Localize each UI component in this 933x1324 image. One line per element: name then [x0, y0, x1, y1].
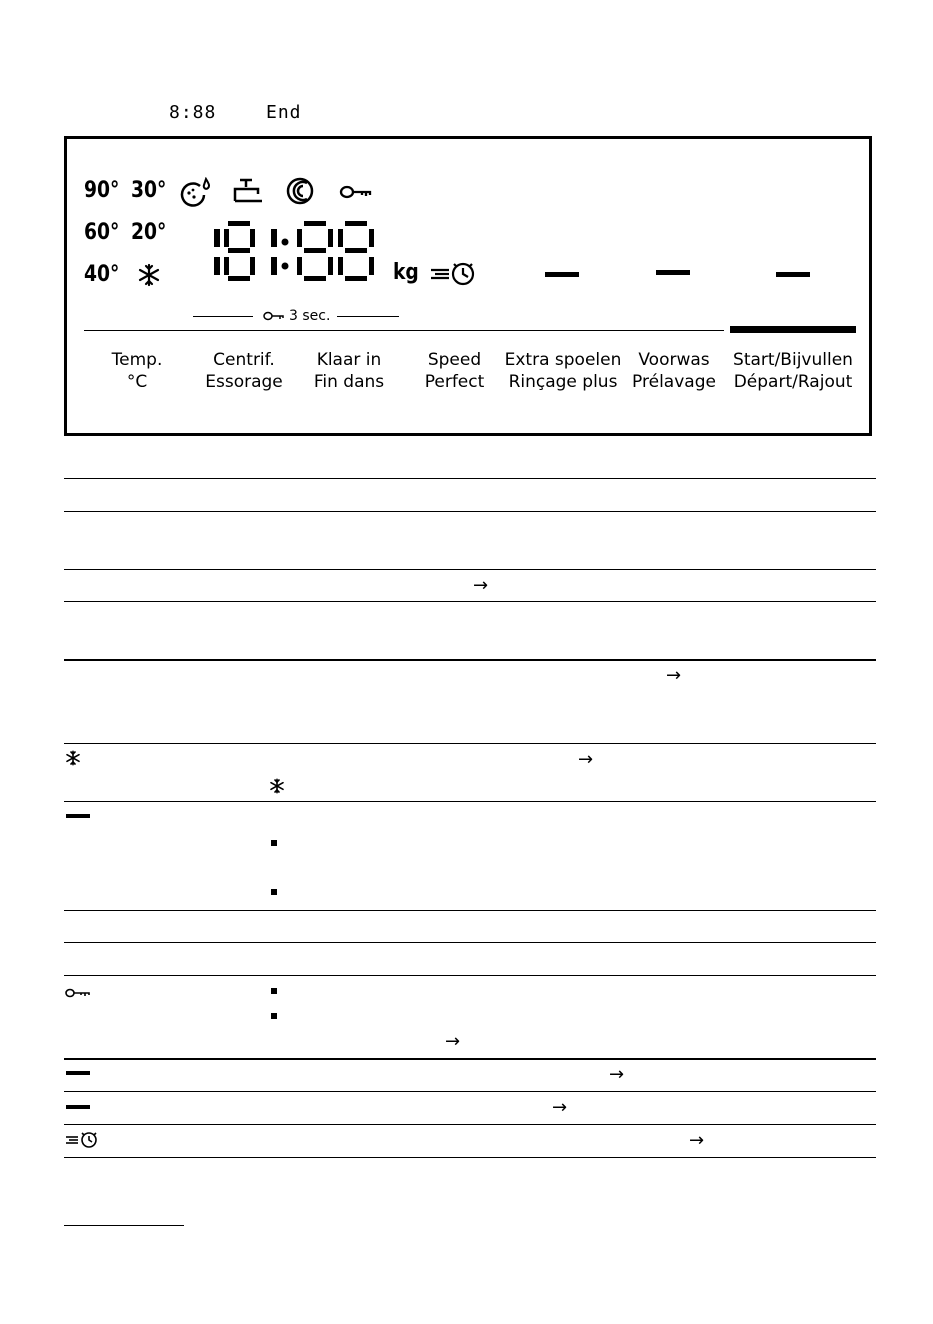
lock-line-left: [193, 316, 253, 317]
bullet: [271, 1013, 277, 1019]
time-readout: 8:88: [169, 102, 217, 123]
table-rule: [64, 478, 876, 479]
snowflake-icon: [65, 750, 81, 766]
arrow-glyph: →: [689, 1130, 705, 1151]
stain-icon: [180, 177, 214, 207]
table-rule: [64, 801, 876, 802]
bullet: [271, 889, 277, 895]
spin-button-sublabel: Essorage: [205, 372, 283, 392]
speed-timer-icon: [64, 1130, 102, 1148]
table-rule: [64, 743, 876, 744]
spin-button-label: Centrif.: [213, 350, 275, 370]
extra-rinse-button-sublabel: Rinçage plus: [508, 372, 618, 392]
snowflake-icon: [137, 263, 161, 287]
arrow-glyph: →: [609, 1064, 625, 1085]
table-rule: [64, 910, 876, 911]
temp-20: 20°: [131, 220, 167, 245]
arrow-glyph: →: [473, 575, 489, 596]
indicator-dash-icon: [66, 1071, 90, 1075]
temp-40: 40°: [84, 262, 120, 287]
lock-duration-text: 3 sec.: [289, 308, 331, 324]
lock-line-right: [337, 316, 399, 317]
table-rule: [64, 1058, 876, 1060]
temp-90: 90°: [84, 178, 120, 203]
snowflake-icon: [269, 778, 285, 794]
extra-rinse-indicator: [545, 272, 579, 277]
start-button-sublabel: Départ/Rajout: [733, 372, 853, 392]
start-button[interactable]: [724, 349, 862, 393]
indicator-dash-icon: [66, 814, 90, 818]
extra-rinse-button-label: Extra spoelen: [504, 350, 622, 370]
finish-in-button-label: Klaar in: [316, 350, 382, 370]
table-rule: [64, 942, 876, 943]
indicator-dash-icon: [66, 1105, 90, 1109]
extra-rinse-button[interactable]: [503, 349, 623, 393]
rinse-hold-icon: [285, 175, 319, 207]
table-rule: [64, 659, 876, 661]
speed-perfect-button-label: Speed: [427, 350, 482, 370]
prewash-button-sublabel: Prélavage: [632, 372, 716, 392]
table-rule: [64, 1124, 876, 1125]
table-rule: [64, 569, 876, 570]
footnote-rule: [64, 1225, 184, 1226]
finish-in-button[interactable]: [299, 349, 399, 393]
kg-label: kg: [393, 260, 419, 285]
arrow-glyph: →: [666, 665, 682, 686]
table-rule: [64, 1091, 876, 1092]
key-icon: [65, 987, 91, 999]
table-rule: [64, 601, 876, 602]
end-readout: End: [266, 102, 302, 123]
big-seven-segment-display: [210, 219, 385, 283]
speed-timer-icon: [429, 259, 481, 287]
bullet: [271, 840, 277, 846]
temp-button[interactable]: [92, 349, 182, 393]
control-panel: [64, 136, 872, 436]
speed-perfect-button-sublabel: Perfect: [424, 372, 485, 392]
prewash-button-label: Voorwas: [638, 350, 710, 370]
arrow-glyph: →: [552, 1097, 568, 1118]
key-icon: [263, 310, 285, 322]
table-rule: [64, 975, 876, 976]
arrow-glyph: →: [578, 749, 594, 770]
temp-button-label: Temp.: [111, 350, 163, 370]
table-rule: [64, 511, 876, 512]
start-indicator: [776, 272, 810, 277]
start-button-label: Start/Bijvullen: [733, 350, 853, 370]
table-rule: [64, 1157, 876, 1158]
temp-60: 60°: [84, 220, 120, 245]
prewash-button[interactable]: [624, 349, 724, 393]
arrow-glyph: →: [445, 1031, 461, 1052]
speed-perfect-button[interactable]: [407, 349, 502, 393]
finish-in-button-sublabel: Fin dans: [313, 372, 385, 392]
temp-button-sublabel: °C: [126, 372, 148, 392]
prewash-indicator: [656, 270, 690, 275]
spin-button[interactable]: [189, 349, 299, 393]
bullet: [271, 988, 277, 994]
panel-divider: [84, 330, 724, 331]
start-button-bar: [730, 326, 856, 333]
temp-30: 30°: [131, 178, 167, 203]
tap-icon: [232, 177, 266, 207]
key-icon: [339, 183, 373, 201]
